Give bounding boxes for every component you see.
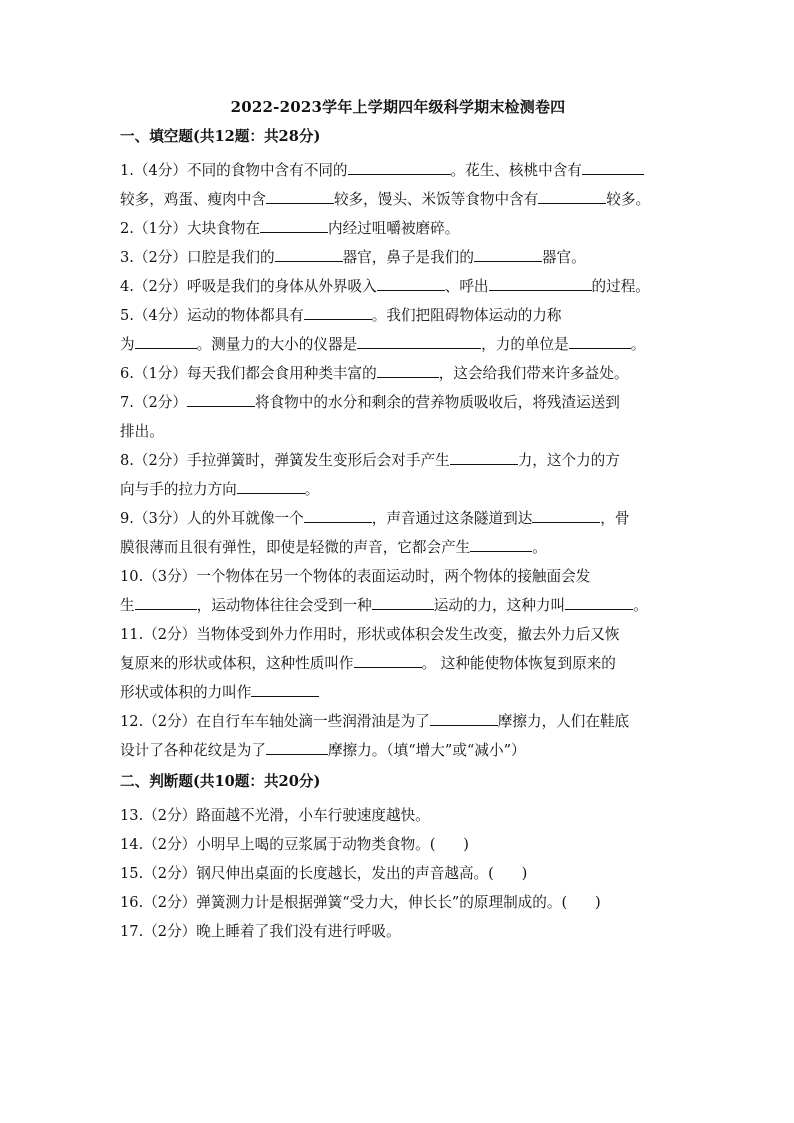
question-1: 1.（4分）不同的食物中含有不同的 。花生、核桃中含有 较多，鸡蛋、瘦肉中含 较多，馒头、米饭等食物中含有 较多。 — [120, 156, 676, 214]
answer-blank[interactable] — [266, 738, 328, 755]
answer-blank[interactable] — [377, 274, 445, 291]
question-2: 2.（1分）大块食物在 内经过咀嚼被磨碎。 — [120, 214, 676, 243]
question-12: 12.（2分）在自行车车轴处滴一些润滑油是为了 摩擦力，人们在鞋底 设计了各种花纹是为了 摩擦力。（填“增大”或“减小”） — [120, 707, 676, 765]
answer-blank[interactable] — [565, 593, 633, 610]
answer-blank[interactable] — [489, 274, 592, 291]
answer-blank[interactable] — [237, 477, 305, 494]
question-5: 5.（4分）运动的物体都具有 。我们把阻碍物体运动的力称 为 。测量力的大小的仪器是 ，力的单位是 。 — [120, 301, 676, 359]
answer-blank[interactable] — [582, 158, 644, 175]
answer-blank[interactable] — [275, 245, 343, 262]
section-heading-true-false: 二、判断题(共10题：共20分) — [120, 773, 321, 790]
answer-blank[interactable] — [532, 506, 600, 523]
page-title: 2022-2023学年上学期四年级科学期末检测卷四 — [230, 98, 566, 116]
answer-blank[interactable] — [372, 593, 434, 610]
answer-blank[interactable] — [266, 187, 334, 204]
answer-blank[interactable] — [470, 535, 532, 552]
answer-blank[interactable] — [251, 680, 319, 697]
answer-blank[interactable] — [135, 593, 197, 610]
question-11: 11.（2分）当物体受到外力作用时，形状或体积会发生改变，撤去外力后又恢 复原来的形状或体积，这种性质叫作 。 这种能使物体恢复到原来的 形状或体积的力叫作 — [120, 626, 620, 701]
question-8: 8.（2分）手拉弹簧时，弹簧发生变形后会对手产生 力，这个力的方 向与手的拉力方向 。 — [120, 446, 676, 504]
answer-parentheses[interactable]: ( ) — [561, 894, 601, 911]
question-10: 10.（3分）一个物体在另一个物体的表面运动时，两个物体的接触面会发 生 ，运动物体往往会受到一种 运动的力，这种力叫 。 — [120, 568, 648, 614]
answer-blank[interactable] — [348, 158, 451, 175]
answer-blank[interactable] — [354, 651, 422, 668]
answer-blank[interactable] — [538, 187, 606, 204]
section-heading-fill-in: 一、填空题(共12题：共28分) — [120, 128, 321, 145]
question-15: 15.（2分）钢尺伸出桌面的长度越长，发出的声音越高。( ) — [120, 865, 528, 882]
question-6: 6.（1分）每天我们都会食用种类丰富的 ，这会给我们带来许多益处。 — [120, 359, 676, 388]
answer-blank[interactable] — [377, 361, 439, 378]
answer-parentheses[interactable]: ( ) — [429, 836, 470, 853]
answer-blank[interactable] — [569, 332, 631, 349]
question-17: 17.（2分）晚上睡着了我们没有进行呼吸。 — [120, 923, 401, 940]
question-16: 16.（2分）弹簧测力计是根据弹簧“受力大，伸长长”的原理制成的。( ) — [120, 894, 601, 911]
answer-parentheses[interactable]: ( ) — [488, 865, 528, 882]
answer-blank[interactable] — [430, 709, 498, 726]
answer-blank[interactable] — [260, 216, 328, 233]
question-13: 13.（2分）路面越不光滑，小车行驶速度越快。 — [120, 807, 430, 824]
answer-blank[interactable] — [304, 506, 372, 523]
answer-blank[interactable] — [135, 332, 197, 349]
answer-blank[interactable] — [474, 245, 542, 262]
answer-blank[interactable] — [304, 303, 372, 320]
answer-blank[interactable] — [187, 390, 255, 407]
question-7: 7.（2分） 将食物中的水分和剩余的营养物质吸收后，将残渣运送到 排出。 — [120, 388, 676, 446]
question-14: 14.（2分）小明早上喝的豆浆属于动物类食物。( ) — [120, 836, 470, 853]
answer-blank[interactable] — [450, 448, 518, 465]
question-4: 4.（2分）呼吸是我们的身体从外界吸入 、呼出 的过程。 — [120, 272, 676, 301]
exam-page — [120, 96, 676, 946]
question-3: 3.（2分）口腔是我们的 器官，鼻子是我们的 器官。 — [120, 243, 676, 272]
answer-blank[interactable] — [357, 332, 481, 349]
question-9: 9.（3分）人的外耳就像一个 ，声音通过这条隧道到达 ，骨 膜很薄而且很有弹性，即使是轻微的声音，它都会产生 。 — [120, 504, 676, 562]
